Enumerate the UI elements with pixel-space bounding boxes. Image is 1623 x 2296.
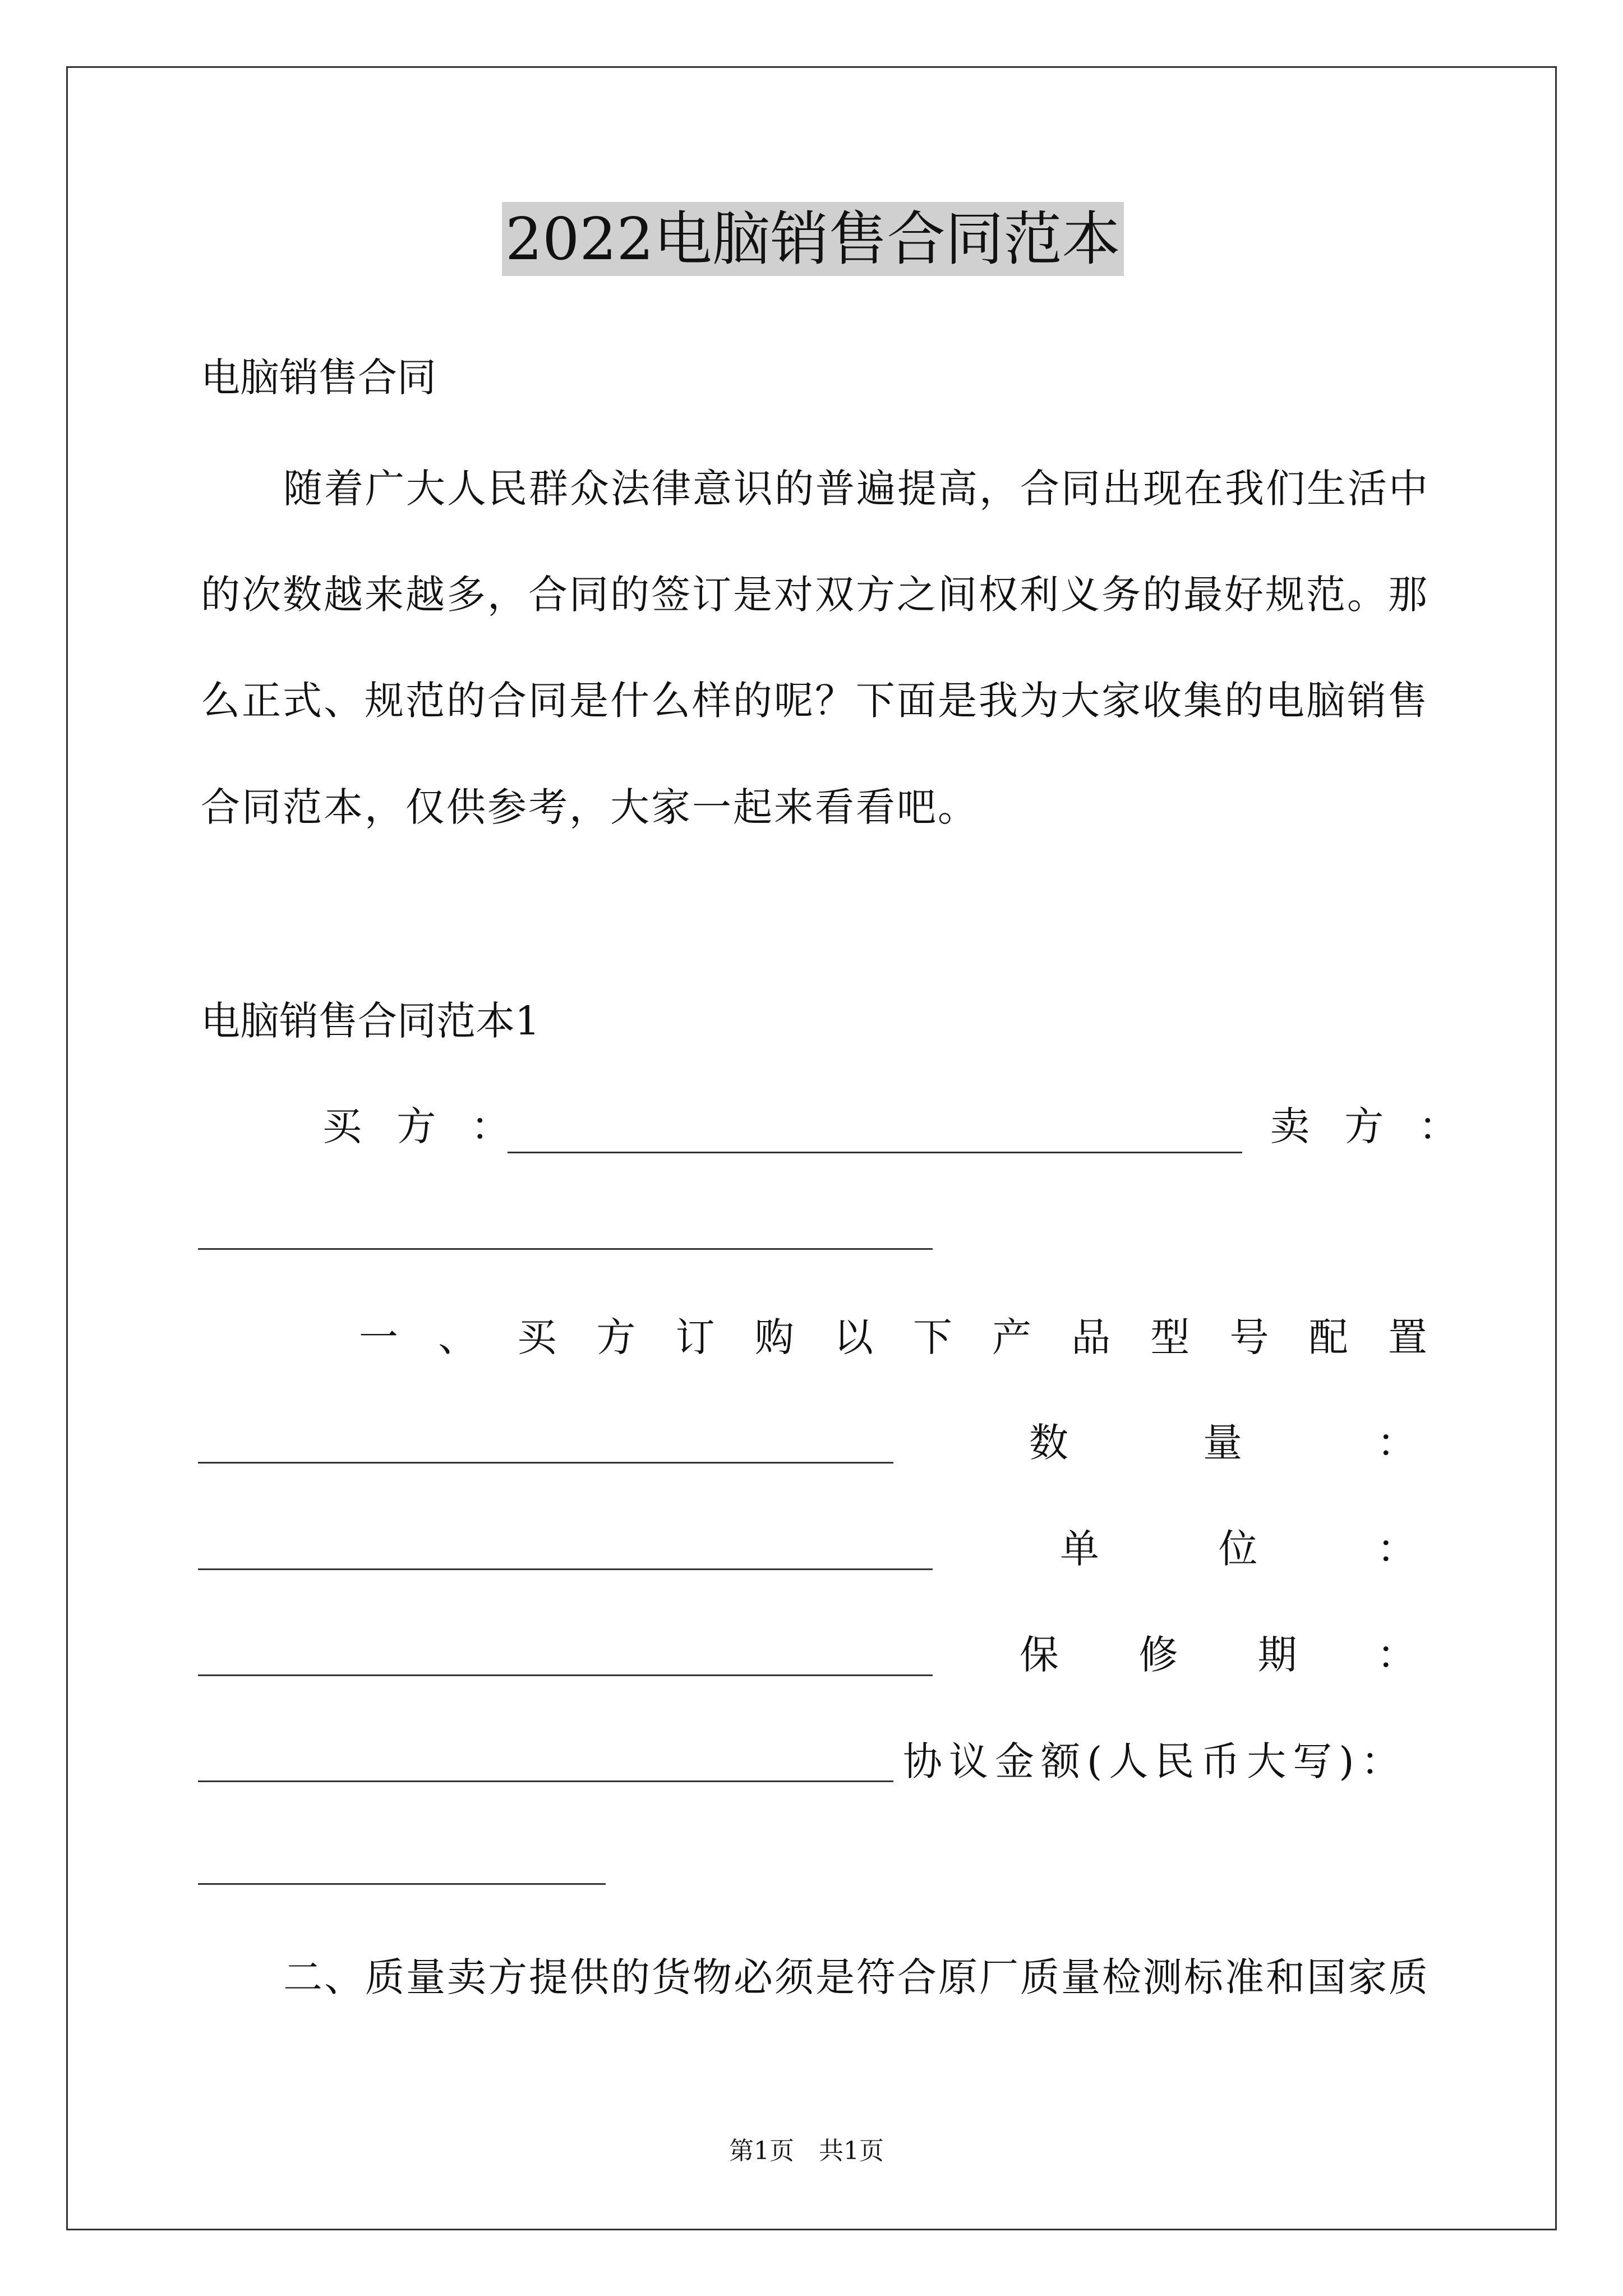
- order-char: 一: [359, 1314, 398, 1360]
- quantity-char: 数: [1029, 1420, 1068, 1466]
- quantity-char: 量: [1203, 1420, 1242, 1466]
- unit-blank[interactable]: [198, 1674, 933, 1676]
- warranty-char: ：: [1376, 1632, 1416, 1678]
- order-char: 买: [517, 1314, 557, 1360]
- warranty-char: 保: [1020, 1632, 1059, 1678]
- order-char: 号: [1229, 1314, 1269, 1360]
- clause-2: 二、质量卖方提供的货物必须是符合原厂质量检测标准和国家质: [283, 1954, 1430, 2000]
- order-char: 方: [596, 1314, 636, 1360]
- document-title: 2022电脑销售合同范本: [502, 202, 1124, 276]
- amount-blank[interactable]: [198, 1883, 606, 1885]
- seller-blank[interactable]: [198, 1248, 933, 1250]
- order-char: 订: [675, 1314, 715, 1360]
- order-char: 品: [1071, 1314, 1111, 1360]
- amount-label: 协议金额(人民币大写)：: [903, 1738, 1407, 1784]
- warranty-blank[interactable]: [198, 1780, 893, 1782]
- seller-label: 卖 方 ：: [1270, 1103, 1469, 1149]
- order-char: 下: [912, 1314, 952, 1360]
- page-footer: 第1页 共1页: [729, 2137, 884, 2165]
- quantity-blank[interactable]: [198, 1568, 933, 1570]
- subtitle: 电脑销售合同: [201, 355, 436, 401]
- model-config-blank[interactable]: [198, 1462, 893, 1464]
- order-line: [359, 1312, 1427, 1363]
- order-char: 型: [1150, 1314, 1190, 1360]
- order-char: 置: [1387, 1314, 1427, 1360]
- warranty-char: 期: [1257, 1632, 1297, 1678]
- unit-char: 位: [1218, 1526, 1258, 1572]
- quantity-label: [1029, 1418, 1416, 1468]
- intro-line-3: 么正式、规范的合同是什么样的呢？下面是我为大家收集的电脑销售: [201, 678, 1429, 724]
- intro-line-1: 随着广大人民群众法律意识的普遍提高，合同出现在我们生活中: [283, 466, 1430, 512]
- order-char: 以: [833, 1314, 873, 1360]
- unit-char: 单: [1060, 1526, 1099, 1572]
- intro-line-2: 的次数越来越多，合同的签订是对双方之间权利义务的最好规范。那: [201, 572, 1429, 618]
- quantity-char: ：: [1377, 1420, 1416, 1466]
- buyer-blank[interactable]: [508, 1152, 1242, 1153]
- order-char: 产: [992, 1314, 1032, 1360]
- intro-line-4: 合同范本，仅供参考，大家一起来看看吧。: [201, 784, 979, 830]
- section-heading: 电脑销售合同范本1: [201, 998, 540, 1044]
- buyer-label: 买 方 ：: [322, 1103, 522, 1149]
- warranty-label: [1020, 1630, 1416, 1680]
- unit-char: ：: [1377, 1526, 1416, 1572]
- unit-label: [1060, 1524, 1416, 1574]
- order-char: 、: [438, 1314, 478, 1360]
- order-char: 购: [754, 1314, 794, 1360]
- warranty-char: 修: [1138, 1632, 1178, 1678]
- order-char: 配: [1308, 1314, 1348, 1360]
